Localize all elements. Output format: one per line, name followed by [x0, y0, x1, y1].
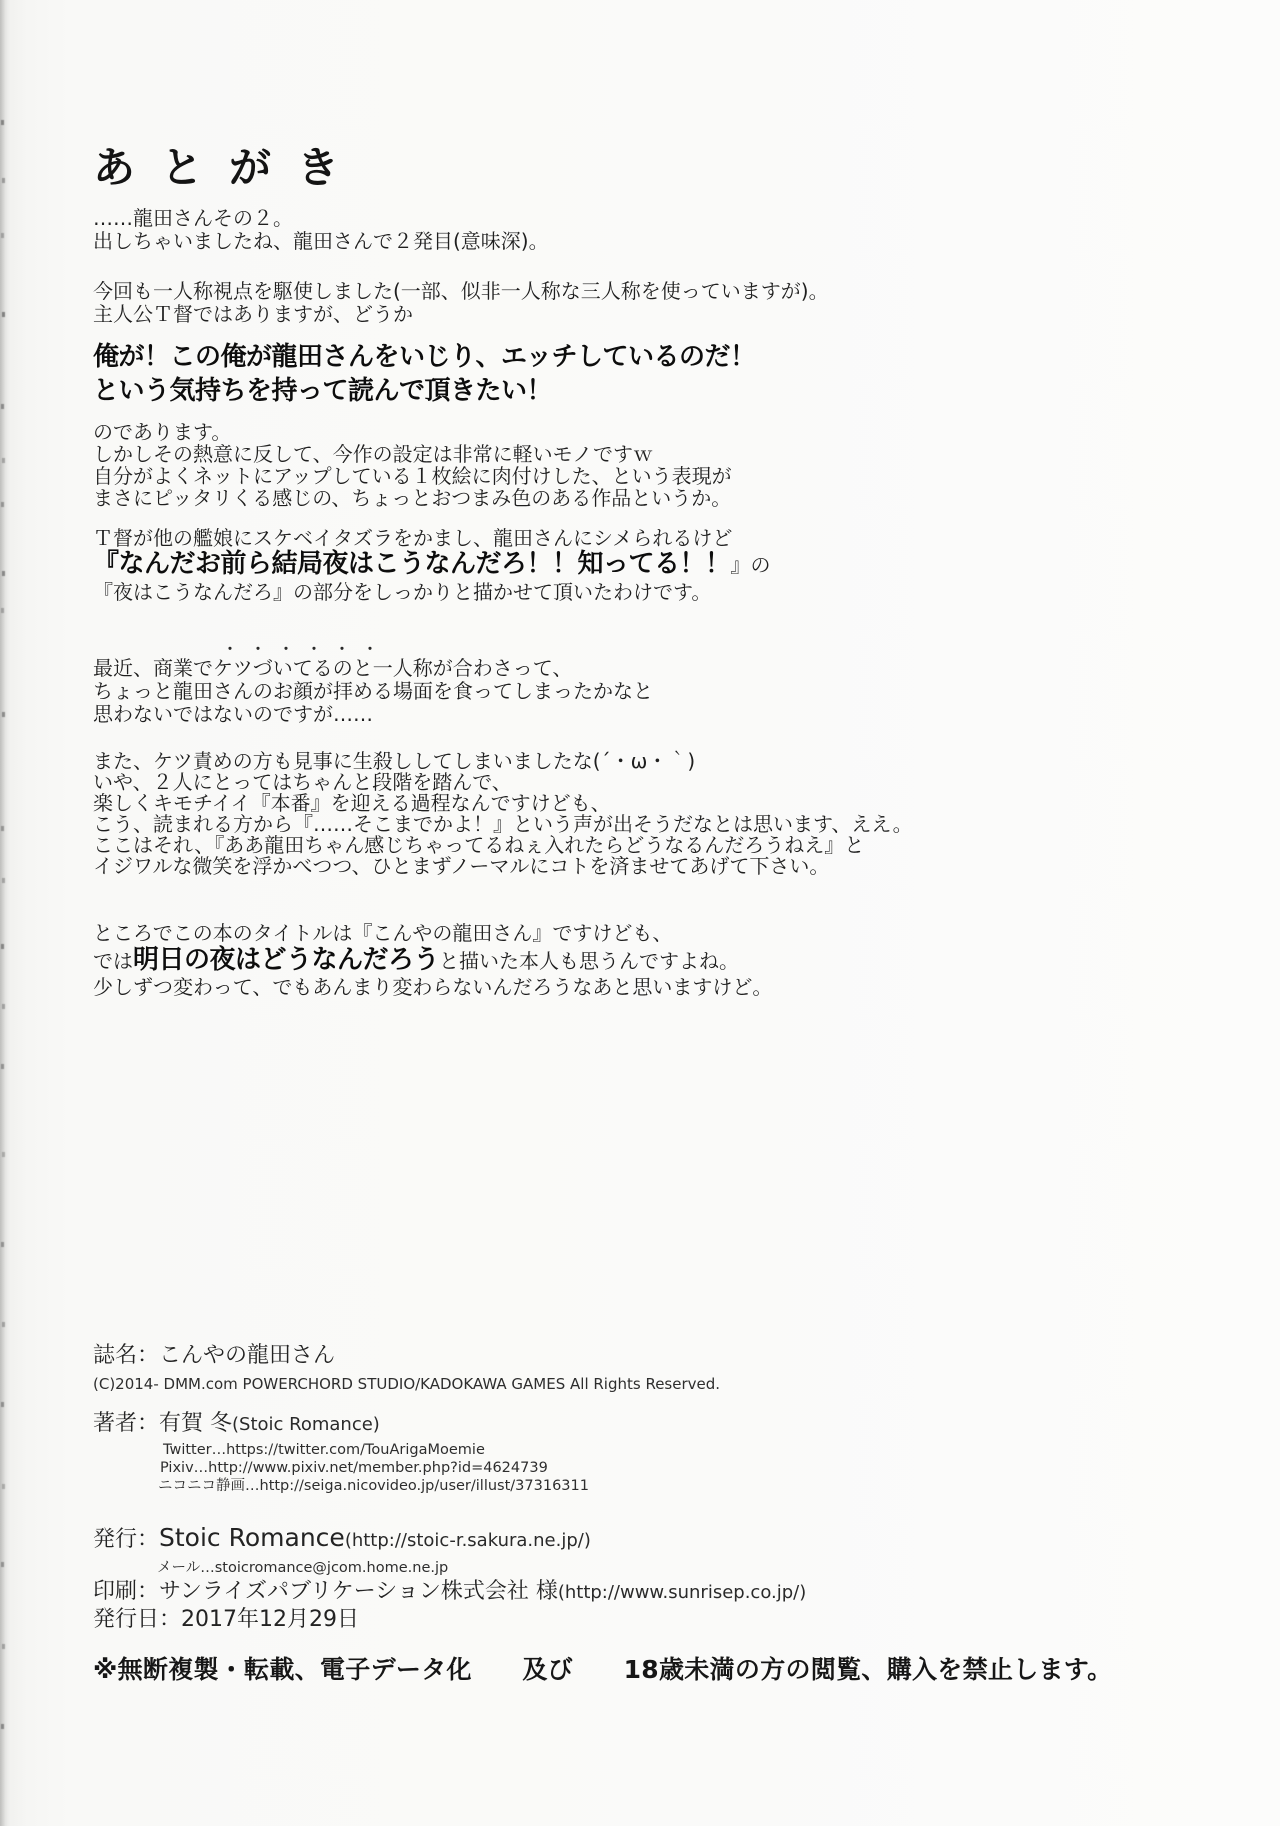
text-line [93, 465, 732, 487]
text-segment: 主人公Ｔ督ではありますが、どうか [93, 302, 413, 326]
text-segment: 出しちゃいましたね、龍田さんで２発目(意味深)。 [93, 229, 549, 253]
text-line [93, 1458, 589, 1476]
text-line [93, 1476, 589, 1494]
text-line [93, 1340, 720, 1371]
text-segment: ここはそれ、『ああ龍田ちゃん感じちゃってるねぇ入れたらどうなるんだろうねえ』と [93, 833, 865, 857]
text-line [93, 772, 913, 793]
text-line [93, 207, 549, 230]
text-segment: ……龍田さんその２。 [93, 206, 293, 230]
text-line [93, 657, 653, 680]
text-line [93, 1371, 720, 1395]
text-segment: 発行日：2017年12月29日 [93, 1607, 359, 1632]
colophon-shimei [93, 1340, 720, 1395]
text-segment: 著者：有賀 冬 [93, 1411, 232, 1436]
text-segment: 誌名：こんやの龍田さん [93, 1343, 336, 1368]
text-segment: 少しずつ変わって、でもあんまり変わらないんだろうなあと思いますけど。 [93, 975, 773, 999]
text-segment: 明日の夜はどうなんだろう [133, 945, 440, 975]
text-segment: イジワルな微笑を浮かべつつ、ひとまずノーマルにコトを済ませてあげて下さい。 [93, 854, 830, 878]
paragraph-p4 [93, 527, 771, 603]
text-line [93, 581, 771, 603]
paragraph-emphasis [93, 341, 755, 409]
text-line [93, 976, 772, 999]
text-segment: (http://stoic-r.sakura.ne.jp/) [344, 1530, 591, 1551]
text-segment: Stoic Romance [159, 1523, 345, 1552]
text-segment: 今回も一人称視点を駆使しました(一部、似非一人称な三人称を使っていますが)。 [93, 279, 829, 303]
text-line [93, 375, 755, 409]
text-segment: 発行： [93, 1527, 160, 1552]
paragraph-p5 [93, 640, 653, 726]
page-title: あとがき [93, 143, 366, 192]
text-line [93, 443, 732, 465]
scan-edge-marks [1, 0, 4, 5]
text-line [93, 945, 772, 976]
text-segment: 思わないではないのですが…… [93, 702, 373, 726]
text-segment: メール…stoicromance@jcom.home.ne.jp [157, 1560, 449, 1576]
text-segment: Ｔ督が他の艦娘にスケベイタズラをかまし、龍田さんにシメられるけど [93, 526, 733, 550]
text-line [93, 487, 732, 509]
text-line [93, 1655, 1112, 1686]
paragraph-p3 [93, 421, 732, 509]
scan-edge-shadow [0, 0, 10, 1826]
text-line [93, 1408, 589, 1440]
text-line [93, 341, 755, 375]
text-segment: まさにピッタリくる感じの、ちょっとおつまみ色のある作品というか。 [93, 486, 732, 510]
text-line [93, 835, 913, 856]
text-segment: Twitter…https://twitter.com/TouArigaMoemie [163, 1442, 485, 1458]
text-line [93, 751, 913, 772]
text-segment: 俺が！この俺が龍田さんをいじり、エッチしているのだ！ [93, 342, 756, 372]
text-segment: ・・・・・・ [223, 642, 391, 658]
text-segment: いや、２人にとってはちゃんと段階を踏んで、 [93, 770, 512, 794]
text-line [93, 1555, 591, 1578]
text-line [93, 922, 772, 945]
text-segment: では [93, 949, 133, 973]
text-segment: 自分がよくネットにアップしている１枚絵に肉付けした、という表現が [93, 464, 732, 488]
text-line [93, 280, 829, 303]
text-line [93, 1606, 806, 1633]
text-line [93, 680, 653, 703]
colophon-publisher [93, 1524, 591, 1578]
text-segment: ニコニコ静画…http://seiga.nicovideo.jp/user/illust/37316311 [158, 1478, 589, 1494]
text-segment: と描いた本人も思うんですよね。 [439, 949, 740, 973]
paragraph-p7 [93, 922, 772, 999]
text-line [93, 303, 829, 326]
text-line [93, 793, 913, 814]
paragraph-p2 [93, 280, 829, 326]
text-segment: しかしその熱意に反して、今作の設定は非常に軽いモノですｗ [93, 442, 653, 466]
text-line [93, 1524, 591, 1555]
text-segment: Pixiv…http://www.pixiv.net/member.php?id=4624739 [160, 1460, 548, 1476]
text-line [93, 549, 771, 581]
text-segment: こう、読まれる方から『……そこまでかよ！』という声が出そうだなとは思います、ええ。 [93, 812, 913, 836]
text-segment: また、ケツ責めの方も見事に生殺ししてしまいましたな(´・ω・｀) [93, 749, 696, 773]
text-line [93, 814, 913, 835]
text-segment: (Stoic Romance) [232, 1414, 380, 1435]
text-segment: (C)2014- DMM.com POWERCHORD STUDIO/KADOKAWA GAMES All Rights Reserved. [93, 1375, 721, 1393]
text-line [93, 703, 653, 726]
text-segment: 楽しくキモチイイ『本番』を迎える過程なんですけども、 [93, 791, 611, 815]
text-segment: のであります。 [93, 420, 232, 444]
text-line [93, 421, 732, 443]
colophon-printer [93, 1578, 806, 1633]
paragraph-p1 [93, 207, 549, 253]
colophon-disclaimer [93, 1655, 1112, 1686]
text-segment: 『夜はこうなんだろ』の部分をしっかりと描かせて頂いたわけです。 [93, 580, 712, 604]
colophon-author [93, 1408, 589, 1494]
text-line [93, 527, 771, 549]
text-segment: 印刷：サンライズパブリケーション株式会社 様 [93, 1579, 558, 1604]
text-line [93, 230, 549, 253]
paragraph-p6 [93, 751, 913, 877]
text-line [93, 640, 653, 657]
text-segment: ちょっと龍田さんのお顔が拝める場面を食ってしまったかなと [93, 679, 653, 703]
text-line [93, 1440, 589, 1458]
text-line [93, 856, 913, 877]
text-segment: (http://www.sunrisep.co.jp/) [557, 1582, 807, 1603]
text-segment: という気持ちを持って読んで頂きたい！ [93, 376, 553, 406]
text-segment: 最近、商業でケツづいてるのと一人称が合わさって、 [93, 656, 573, 680]
text-segment: ところでこの本のタイトルは『こんやの龍田さん』ですけども、 [93, 921, 673, 945]
text-line [93, 1578, 806, 1606]
text-segment: 』の [730, 553, 771, 577]
text-segment: ※無断複製・転載、電子データ化 及び 18歳未満の方の閲覧、購入を禁止します。 [93, 1655, 1113, 1684]
text-segment: 『なんだお前ら結局夜はこうなんだろ！！知ってる！！ [93, 549, 731, 579]
